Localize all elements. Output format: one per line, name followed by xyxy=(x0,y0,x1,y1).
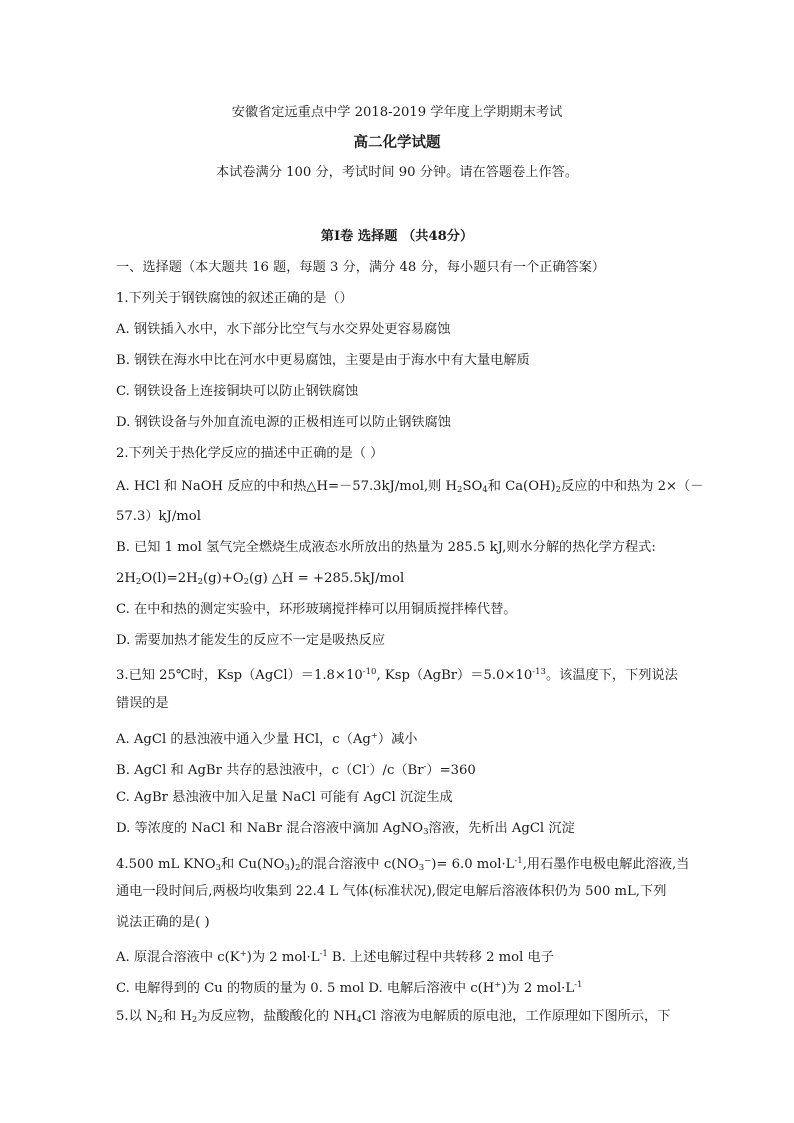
q4-stem-cont: 通电一段时间后,两极均收集到 22.4 L 气体(标准状况),假定电解后溶液体积仍为 500 mL,下列 xyxy=(116,884,667,899)
exam-instructions: 本试卷满分 100 分，考试时间 90 分钟。请在答题卷上作答。 xyxy=(215,165,579,180)
q1-option-d: D. 钢铁设备与外加直流电源的正极相连可以防止钢铁腐蚀 xyxy=(116,415,451,430)
q1-option-b: B. 钢铁在海水中比在河水中更易腐蚀，主要是由于海水中有大量电解质 xyxy=(116,353,530,368)
q2-option-b-equation: $2H_2O(l)=2H_2(g)+O_2(g)$ △H = +285.5kJ/mol xyxy=(116,571,405,587)
q5-stem: 5.以 $N_2$和 $H_2$为反应物，盐酸酸化的 $NH_4Cl$ 溶液为电解质的原电池，工作原理如下图所示，下 xyxy=(116,1009,671,1025)
q2-option-d: D. 需要加热才能发生的反应不一定是吸热反应 xyxy=(116,633,386,648)
q3-option-c: C. AgBr 悬浊液中加入足量 NaCl 可能有 AgCl 沉淀生成 xyxy=(116,790,453,805)
school-line: 安徽省定远重点中学 2018-2019 学年度上学期期末考试 xyxy=(231,105,563,120)
q2-option-c: C. 在中和热的测定实验中，环形玻璃搅拌棒可以用铜质搅拌棒代替。 xyxy=(116,602,517,617)
section-intro: 一、选择题（本大题共 16 题，每题 3 分，满分 48 分，每小题只有一个正确答案） xyxy=(116,260,606,275)
q3-option-a: A. AgCl 的悬浊液中通入少量 HCl，c（Ag+）减小 xyxy=(116,731,418,747)
q2-option-a: A. HCl 和 NaOH 反应的中和热△H=－57.3kJ/mol,则 $H_2SO_4$和 $Ca(OH)_2$反应的中和热为 2×（－ xyxy=(116,479,704,495)
q2-stem: 2.下列关于热化学反应的描述中正确的是（ ） xyxy=(116,446,384,461)
q3-option-d: D. 等浓度的 NaCl 和 NaBr 混合溶液中滴加 AgNO$_3$溶液，先析出 AgCl 沉淀 xyxy=(116,821,575,837)
q4-stem: 4.500 mL $KNO_3$和 $Cu(NO_3)_2$的混合溶液中 $c(NO_3^-)= 6.0$ $mol\cdot L^{-1}$,用石墨作电极电解此溶液,当 xyxy=(116,856,690,873)
q4-options-cd: C. 电解得到的 Cu 的物质的量为 0. 5 mol D. 电解后溶液中 c(H+)为 2 $mol\cdot L^{-1}$ xyxy=(116,980,583,996)
q1-stem: 1.下列关于钢铁腐蚀的叙述正确的是（） xyxy=(116,291,353,306)
q3-option-b: B. AgCl 和 AgBr 共存的悬浊液中，c（Cl-）/c（Br-）=360 xyxy=(116,762,476,778)
q4-options-ab: A. 原混合溶液中 c(K+)为 2 $mol\cdot L^{-1}$ B. 上述电解过程中共转移 2 mol 电子 xyxy=(116,949,554,965)
q2-option-b: B. 已知 1 mol 氢气完全燃烧生成液态水所放出的热量为 285.5 kJ,则水分解的热化学方程式: xyxy=(116,540,656,555)
q2-option-a-cont: 57.3）kJ/mol xyxy=(116,509,201,524)
q3-stem: 3.已知 25℃时，$Ksp(AgCl)=1.8\times 10^{-10}$, $Ksp(AgBr)=5.0\times 10^{-13}$。该温度下，下列说法 xyxy=(116,667,678,683)
q1-option-c: C. 钢铁设备上连接铜块可以防止钢铁腐蚀 xyxy=(116,384,359,399)
q1-option-a: A. 钢铁插入水中，水下部分比空气与水交界处更容易腐蚀 xyxy=(116,322,451,337)
subject-title: 高二化学试题 xyxy=(353,134,441,151)
section-title: 第I卷 选择题 （共48分） xyxy=(320,229,474,244)
q3-stem-cont: 错误的是 xyxy=(116,696,169,711)
q4-stem-cont2: 说法正确的是( ) xyxy=(116,915,210,930)
